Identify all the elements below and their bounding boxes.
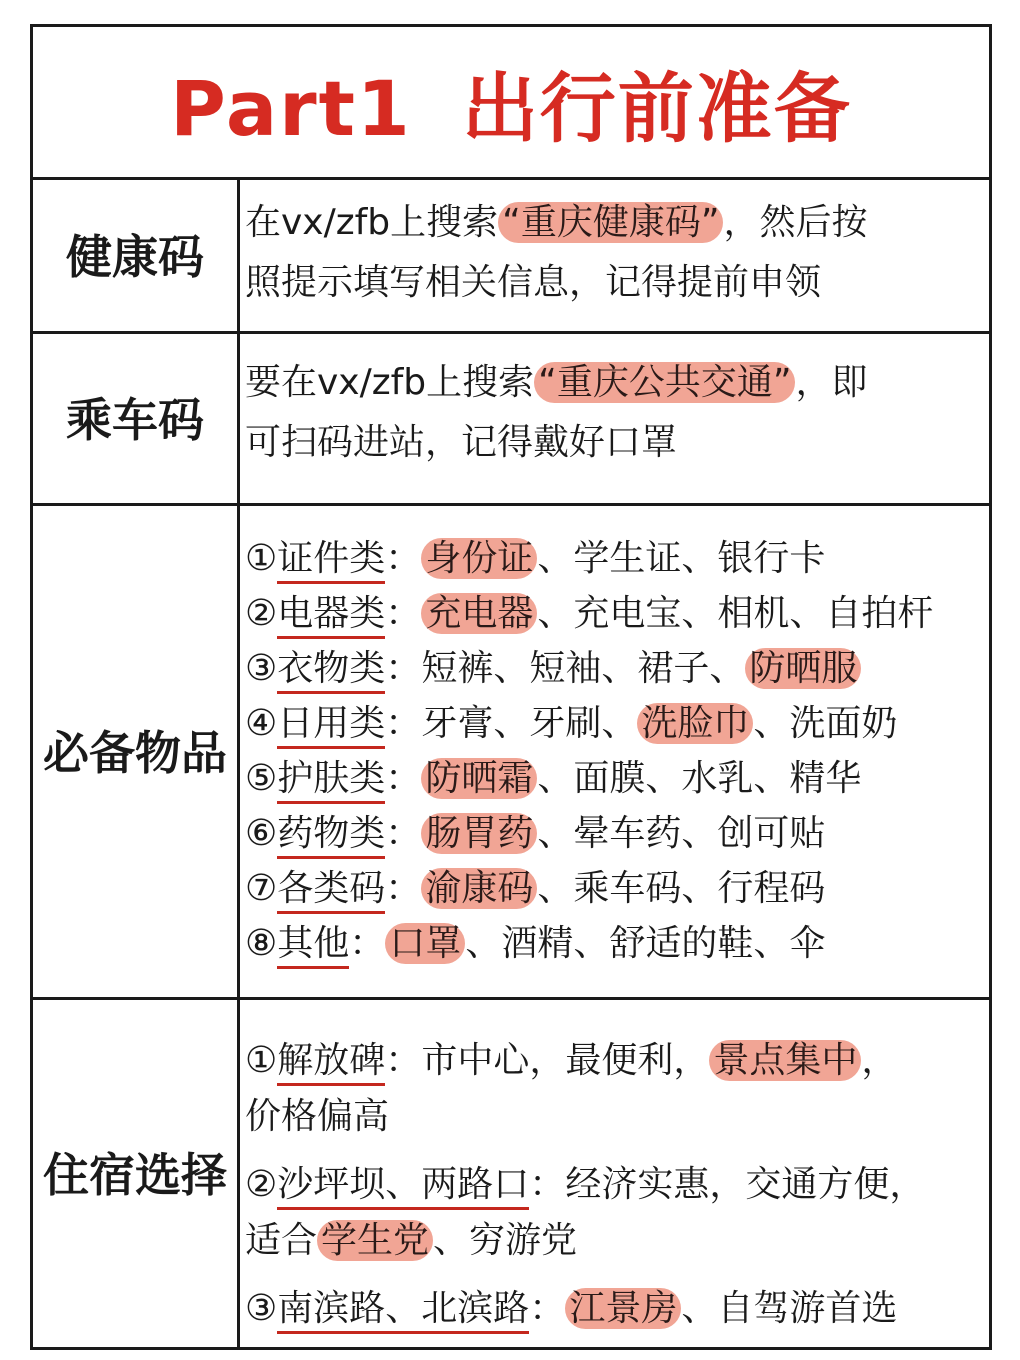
highlight-item: 充电器 [421, 593, 537, 634]
lodging-options [245, 997, 985, 1347]
ride-code-line-1: 要在vx/zfb上搜索 “重庆公共交通” ，即 [245, 362, 868, 403]
ride-code-line-2: 可扫码进站，记得戴好口罩 [245, 422, 678, 463]
row-essentials [33, 503, 989, 1000]
category-label: 药物类 [277, 813, 385, 859]
highlight-item: 防晒霜 [421, 758, 537, 799]
place-label: 沙坪坝、两路口 [277, 1164, 529, 1210]
list-item: ①证件类： 身份证 、学生证、银行卡 [245, 531, 985, 586]
category-label: 日用类 [277, 703, 385, 749]
travel-prep-table [30, 24, 992, 1350]
category-label: 各类码 [277, 868, 385, 914]
list-item: ⑤护肤类： 防晒霜 、面膜、水乳、精华 [245, 751, 985, 806]
highlight-item: 景点集中 [709, 1040, 861, 1081]
row-label-lodging: 住宿选择 [33, 997, 240, 1347]
title-text: 出行前准备 [461, 63, 852, 153]
row-label-ride-code: 乘车码 [33, 331, 240, 503]
highlight-item: 肠胃药 [421, 813, 537, 854]
category-label: 护肤类 [277, 758, 385, 804]
list-item: ③衣物类：短裤、短袖、裙子、 防晒服 [245, 641, 985, 696]
place-label: 解放碑 [277, 1040, 385, 1086]
row-label-essentials: 必备物品 [33, 503, 240, 997]
category-label: 其他 [277, 923, 349, 969]
list-item: ⑥药物类： 肠胃药 、晕车药、创可贴 [245, 806, 985, 861]
highlight-item: 学生党 [317, 1220, 433, 1261]
title-row [33, 27, 989, 180]
ride-code-content [245, 331, 985, 503]
category-label: 衣物类 [277, 648, 385, 694]
list-item: ②电器类： 充电器 、充电宝、相机、自拍杆 [245, 586, 985, 641]
highlight-health-code: “重庆健康码” [498, 202, 723, 243]
highlight-item: 防晒服 [745, 648, 861, 689]
list-item: ④日用类：牙膏、牙刷、 洗脸巾 、洗面奶 [245, 696, 985, 751]
category-label: 电器类 [277, 593, 385, 639]
title-part: Part1 [170, 63, 412, 153]
lodging-option-2: ②沙坪坝、两路口：经济实惠，交通方便， 适合 学生党 、穷游党 [245, 1164, 926, 1261]
health-code-content [245, 177, 985, 331]
place-label: 南滨路、北滨路 [277, 1288, 529, 1334]
row-ride-code [33, 331, 989, 506]
list-item: ⑦各类码： 渝康码 、乘车码、行程码 [245, 861, 985, 916]
page-title [170, 48, 852, 157]
row-label-health-code: 健康码 [33, 177, 240, 331]
category-label: 证件类 [277, 538, 385, 584]
highlight-item: 身份证 [421, 538, 537, 579]
lodging-option-1: ①解放碑：市中心，最便利， 景点集中 ， 价格偏高 [245, 1040, 898, 1137]
highlight-item: 江景房 [565, 1288, 681, 1329]
row-health-code [33, 177, 989, 334]
health-code-line-2: 照提示填写相关信息，记得提前申领 [245, 262, 822, 303]
health-code-line-1: 在vx/zfb上搜索 “重庆健康码” ，然后按 [245, 202, 868, 243]
highlight-item: 口罩 [385, 923, 465, 964]
row-lodging [33, 997, 989, 1347]
highlight-ride-code: “重庆公共交通” [534, 362, 795, 403]
lodging-option-3: ③南滨路、北滨路： 江景房 、自驾游首选 [245, 1281, 985, 1337]
list-item: ⑧其他： 口罩 、酒精、舒适的鞋、伞 [245, 916, 985, 971]
essentials-list [245, 503, 985, 997]
highlight-item: 渝康码 [421, 868, 537, 909]
highlight-item: 洗脸巾 [637, 703, 753, 744]
